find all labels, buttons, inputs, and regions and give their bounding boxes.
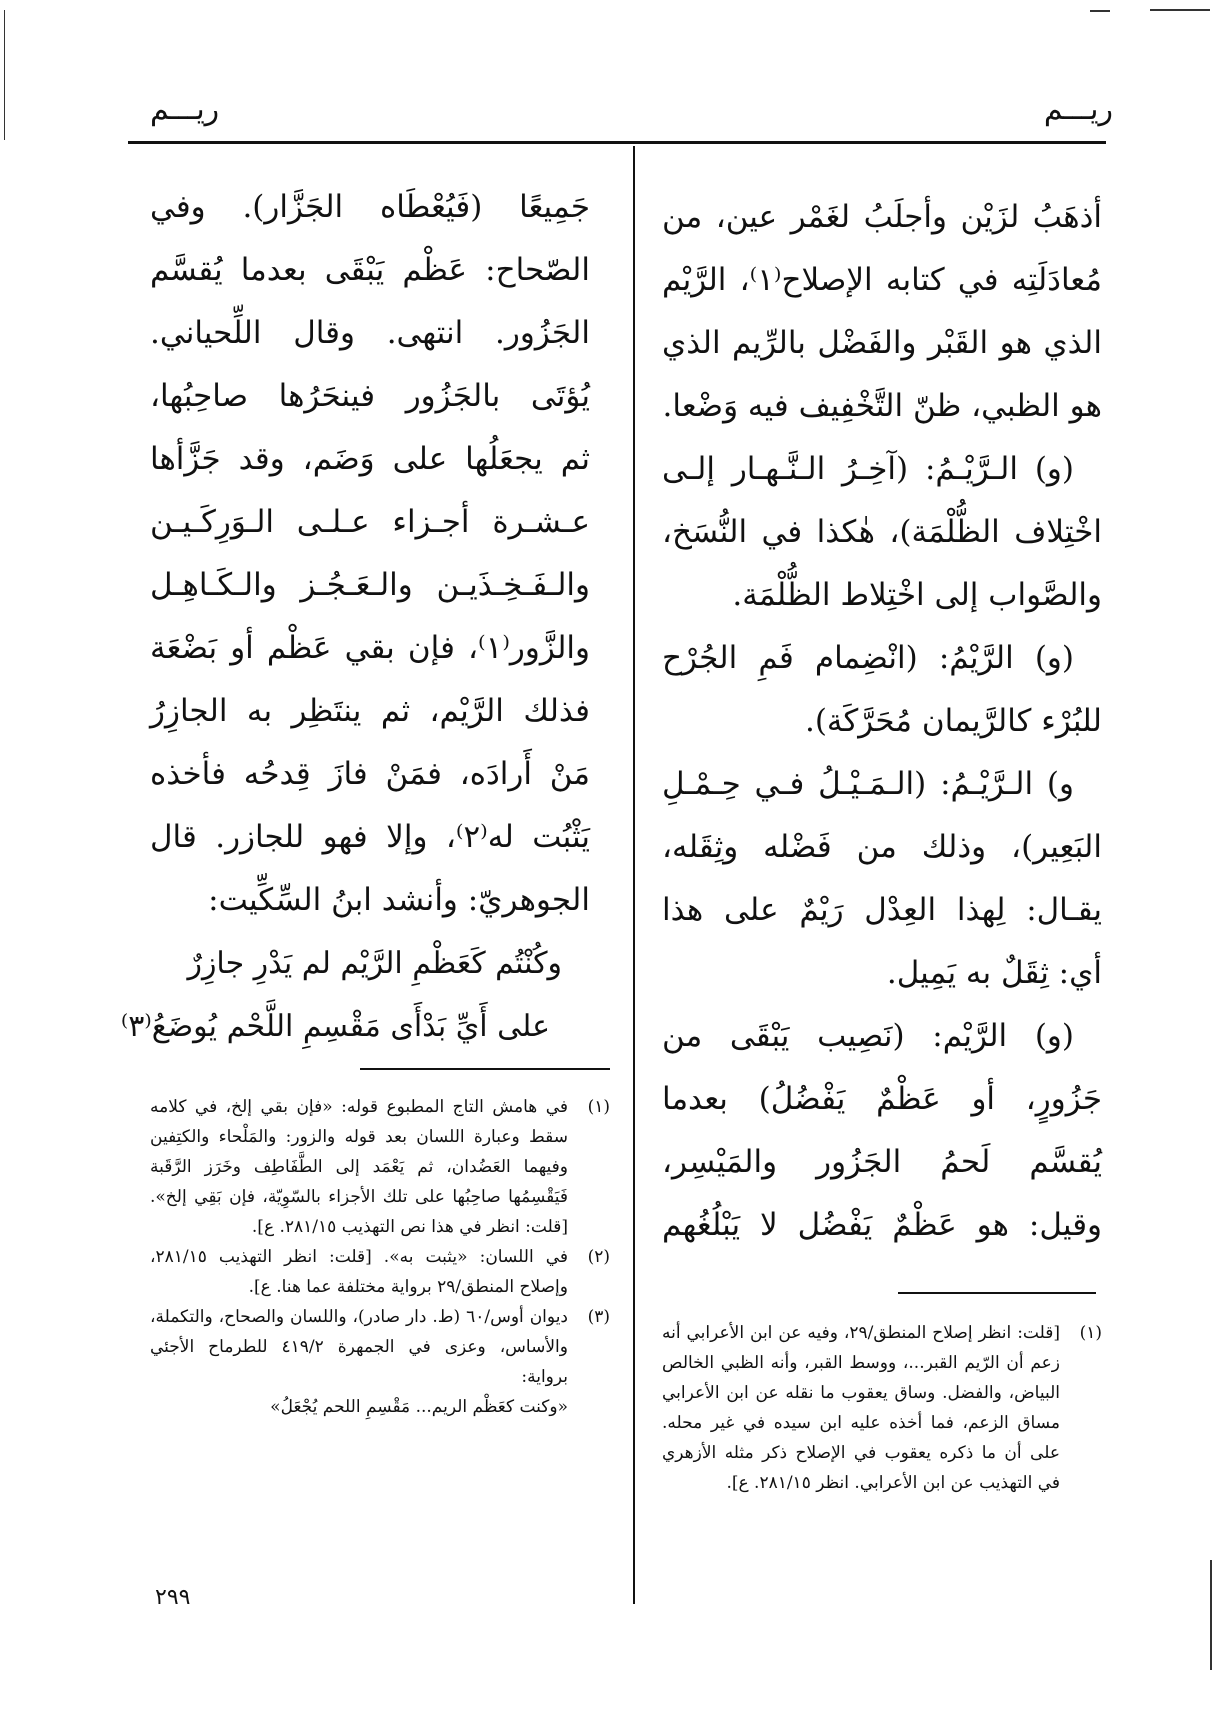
- footnotes-left: [150, 1092, 610, 1422]
- footnotes-right: [662, 1318, 1102, 1498]
- scan-edge-mark: [1090, 10, 1110, 12]
- text-line: هو الظبي، ظنّ التَّخْفِيف فيه وَضْعا.: [662, 388, 1102, 424]
- text-line: البَعِير)، وذلك من فَضْله وثِقَله،: [662, 829, 1102, 865]
- footnote-rule-right: [898, 1292, 1096, 1294]
- scan-edge-mark: [1150, 9, 1210, 11]
- text-line: أذهَبُ لزَيْن وأجلَبُ لغَمْر عين، من: [662, 199, 1102, 235]
- running-header-left: ريـــم: [150, 92, 220, 127]
- text-line: (و) الرَّيْم: (نَصِيب يَبْقَى من: [662, 1018, 1074, 1054]
- footnote-text: [قلت: انظر إصلاح المنطق/٢٩، وفيه عن ابن الأعرابي أنه زعم أن الرّيم القبر...، ووسط القبر، وأنه الظبي الخالص البياض، والفضل. وساق يعقوب ما نقله عن ابن الأعرابي مساق الزعم، فما أخذه عليه ابن سيده في غير محله. على أن ما ذكره يعقوب في الإصلاح ذكر مثله الأزهري في التهذيب عن ابن الأعرابي. انظر ٢٨١/١٥. ع].: [662, 1323, 1060, 1493]
- footnote-number: (٢): [587, 1247, 610, 1267]
- text-line: وقيل: هو عَظْمٌ يَفْضُل لا يَبْلُغُهم: [662, 1207, 1102, 1243]
- footnote-text: في هامش التاج المطبوع قوله: «فإن بقي إلخ، في كلامه سقط وعبارة اللسان بعد قوله والزور: والمَلْحاء والكتِفين وفيهما العَضُدان، ثم يَعْمَد إلى الطَّفَاطِف وخَرَز الرَّقَبة فَيَقْسِمُها صاحِبُها على تلك الأجزاء بالسّوِيّة، فإن بَقِي إلخ». [قلت: انظر في هذا نص التهذيب ٢٨١/١٥. ع].: [150, 1097, 568, 1237]
- footnote: [150, 1302, 610, 1392]
- text-line: فذلك الرَّيْم، ثم ينتَظِر به الجازِرُ: [150, 693, 590, 729]
- text-line: الذي هو القَبْر والفَضْل بالرِّيم الذي: [662, 325, 1102, 361]
- text-line: مَنْ أَرادَه، فمَنْ فازَ قِدحُه فأخذه: [150, 756, 590, 792]
- footnote-text: في اللسان: «يثبت به». [قلت: انظر التهذيب ٢٨١/١٥، وإصلاح المنطق/٢٩ برواية مختلفة عما هنا. ع].: [150, 1247, 568, 1297]
- text-line: أي: ثِقَلٌ به يَمِيل.: [886, 955, 1102, 991]
- text-line: (و) الرَّيْمُ: (انْضِمام فَمِ الجُرْح: [662, 640, 1074, 676]
- footnote: [150, 1092, 610, 1242]
- text-line: والصَّواب إلى اخْتِلاط الظُّلْمَة.: [732, 577, 1102, 613]
- text-line: والـفَـخِـذَيـن والـعَـجُـز والـكَـاهِـل: [150, 567, 590, 603]
- footnote-verse: «وكنت كعَظْم الريم... مَقْسِمِ اللحم يُجْعَلُ»: [270, 1397, 568, 1417]
- footnote: [150, 1242, 610, 1302]
- text-line: يُقسَّم لَحمُ الجَزُور والمَيْسِر،: [662, 1144, 1102, 1180]
- running-header-right: ريـــم: [1043, 92, 1113, 127]
- verse-line: وكُنْتُم كَعَظْمِ الرَّيْم لم يَدْرِ جازِرٌ: [187, 946, 562, 981]
- text-line: يُؤتَى بالجَزُور فينحَرُها صاحِبُها،: [150, 378, 590, 414]
- text-line: الجَزُور. انتهى. وقال اللِّحياني.: [150, 315, 590, 351]
- right-column: [662, 186, 1102, 1257]
- text-line: الصّحاح: عَظْم يَبْقَى بعدما يُقسَّم: [150, 252, 590, 288]
- text-line: جَزُورٍ، أو عَظْمٌ يَفْضُلُ) بعدما: [662, 1081, 1102, 1117]
- footnote-number: (٣): [587, 1307, 610, 1327]
- text-line: مُعادَلَتِه في كتابه الإصلاح⁽١⁾، الرَّيْم: [662, 262, 1102, 298]
- footnote: [662, 1318, 1102, 1498]
- footnote-rule-left: [360, 1068, 610, 1070]
- footnote-text: ديوان أوس/٦٠ (ط. دار صادر)، واللسان والصحاح، والتكملة، والأساس، وعزى في الجمهرة ٤١٩/٢ للطرماح الأجئي برواية:: [150, 1307, 568, 1387]
- header-rule: [128, 141, 1106, 144]
- text-line: عـشـرة أجـزاء عـلـى الـوَرِكَـيـن: [150, 504, 590, 540]
- text-line: ثم يجعَلُها على وَضَم، وقد جَزَّأها: [150, 441, 590, 477]
- text-line: و) الـرَّيْـمُ: (الـمَـيْـلُ فـي حِـمْـلِ: [662, 766, 1074, 802]
- text-line: اخْتِلاف الظُّلْمَة)، هٰكذا في النُّسَخ،: [662, 514, 1102, 550]
- text-line: يَثْبُت له⁽٢⁾، وإلا فهو للجازر. قال: [150, 819, 591, 855]
- text-line: الجوهريّ: وأنشد ابنُ السِّكِّيت:: [208, 882, 590, 918]
- text-line: يقـال: لِهذا العِدْل رَيْمٌ على هذا: [662, 892, 1102, 928]
- text-line: والزَّور⁽١⁾، فإن بقي عَظْم أو بَضْعَة: [150, 630, 590, 666]
- verse-line: على أَيِّ بَدْأَى مَقْسِمِ اللَّحْم يُوضَعُ⁽٣⁾: [120, 1009, 550, 1044]
- scan-edge-mark: [4, 10, 5, 140]
- footnote-number: (١): [1079, 1323, 1102, 1343]
- text-line: للبُرْء كالرَّيمان مُحَرَّكَة).: [804, 703, 1102, 739]
- left-column: [120, 176, 591, 1058]
- column-divider: [633, 146, 635, 1604]
- text-line: جَمِيعًا (فَيُعْطَاه الجَزَّار). وفي: [150, 189, 590, 225]
- footnote-number: (١): [587, 1097, 610, 1117]
- scan-edge-mark: [1210, 1560, 1212, 1670]
- page-number: ٢٩٩: [155, 1585, 191, 1610]
- text-line: (و) الـرَّيْـمُ: (آخِـرُ الـنَّـهـار إلـى: [662, 451, 1074, 487]
